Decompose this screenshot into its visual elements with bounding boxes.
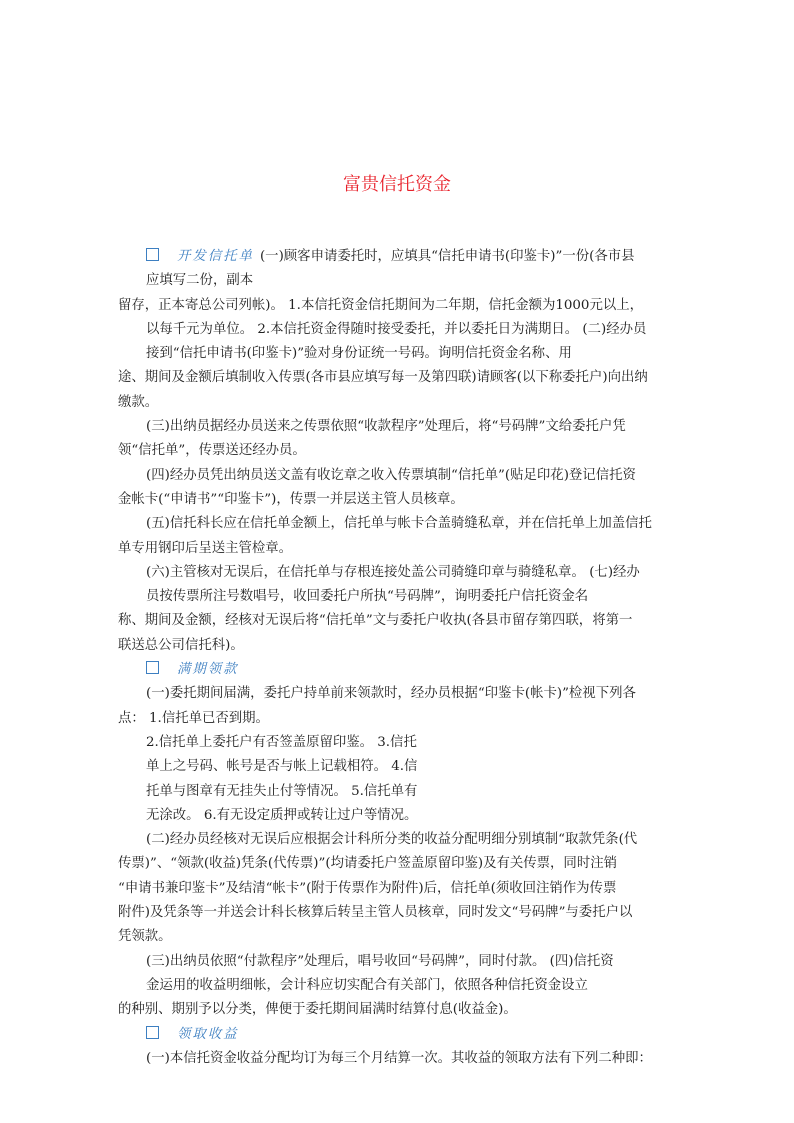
paragraph-line	[118, 974, 688, 998]
paragraph-line	[118, 901, 688, 925]
paragraph-line	[118, 391, 688, 415]
paragraph-line	[118, 804, 688, 828]
line-text: (一)顾客申请委托时，应填具“信托申请书(印鉴卡)”一份(各市县	[259, 249, 635, 264]
line-text: 凭领款。	[118, 929, 172, 945]
paragraph-line	[118, 877, 688, 901]
paragraph-line	[118, 950, 688, 974]
paragraph-line	[118, 464, 688, 488]
paragraph-line	[118, 561, 688, 585]
line-text: “申请书兼印鉴卡”及结清“帐卡”(附于传票作为附件)后，信托单(须收回注销作为传票	[118, 880, 617, 896]
section-heading-line	[118, 658, 688, 682]
line-text: 传票)”、“领款(收益)凭条(代传票)”(均请委托户签盖原留印鉴)及有关传票，同时注销	[118, 856, 617, 872]
section-heading-line	[118, 245, 688, 269]
line-text: 途、期间及金额后填制收入传票(各市县应填写每一及第四联)请顾客(以下称委托户)向出纳	[118, 370, 648, 386]
paragraph-line	[118, 925, 688, 949]
checkbox-square-icon	[146, 248, 159, 261]
section-heading: 满期领款	[177, 662, 239, 678]
paragraph-line	[118, 585, 688, 609]
line-text: 接到“信托申请书(印鉴卡)”验对身份证统一号码。询明信托资金名称、用	[146, 346, 572, 362]
line-text: 点： 1.信托单已否到期。	[118, 710, 269, 726]
document-title: 富贵信托资金	[343, 174, 451, 195]
paragraph-line	[118, 707, 688, 731]
paragraph-line	[118, 1047, 688, 1071]
line-text: (五)信托科长应在信托单金额上，信托单与帐卡合盖骑缝私章，并在信托单上加盖信托	[146, 516, 652, 532]
line-text: 单上之号码、帐号是否与帐上记载相符。 4.信	[146, 759, 418, 775]
paragraph-line	[118, 488, 688, 512]
paragraph-line	[118, 998, 688, 1022]
line-text: 领“信托单”，传票送还经办员。	[118, 443, 306, 459]
paragraph-line	[118, 852, 688, 876]
line-text: (三)出纳员据经办员送来之传票依照“收款程序”处理后，将“号码牌”文给委托户凭	[146, 419, 626, 435]
paragraph-line	[118, 294, 688, 318]
section-heading: 领取收益	[177, 1026, 239, 1042]
paragraph-line	[118, 366, 688, 390]
paragraph-line	[118, 755, 688, 779]
line-text: 应填写二份，副本	[146, 273, 254, 289]
paragraph-line	[118, 439, 688, 463]
line-text: 金运用的收益明细帐，会计科应切实配合有关部门，依照各种信托资金设立	[146, 977, 588, 993]
line-text: (四)经办员凭出纳员送文盖有收讫章之收入传票填制“信托单”(贴足印花)登记信托资	[146, 467, 636, 483]
paragraph-line	[118, 780, 688, 804]
line-text: 联送总公司信托科)。	[118, 637, 244, 653]
line-text: (三)出纳员依照“付款程序”处理后，唱号收回“号码牌”，同时付款。 (四)信托资	[146, 953, 614, 969]
line-text: 托单与图章有无挂失止付等情况。 5.信托单有	[146, 783, 418, 799]
section-heading: 开发信托单	[177, 249, 254, 264]
line-text: 无涂改。 6.有无设定质押或转让过户等情况。	[146, 807, 418, 823]
line-text: 称、期间及金额，经核对无误后将“信托单”文与委托户收执(各县市留存第四联，将第一	[118, 613, 633, 629]
section-heading-line	[118, 1023, 688, 1047]
line-text: (六)主管核对无误后，在信托单与存根连接处盖公司骑缝印章与骑缝私章。 (七)经办	[146, 564, 640, 580]
paragraph-line	[118, 269, 688, 293]
paragraph-line	[118, 512, 688, 536]
paragraph-line	[118, 342, 688, 366]
line-text: 的种别、期别予以分类，俾便于委托期间届满时结算付息(收益金)。	[118, 1002, 517, 1018]
line-text: (二)经办员经核对无误后应根据会计科所分类的收益分配明细分别填制“取款凭条(代	[146, 832, 638, 848]
line-text: (一)委托期间届满，委托户持单前来领款时，经办员根据“印鉴卡(帐卡)”检视下列各	[146, 686, 636, 702]
checkbox-square-icon	[146, 661, 159, 674]
document-body	[118, 245, 688, 1071]
paragraph-line	[118, 537, 688, 561]
line-text: 2.信托单上委托户有否签盖原留印鉴。 3.信托	[146, 734, 417, 750]
line-text: 员按传票所注号数唱号，收回委托户所执“号码牌”，询明委托户信托资金名	[146, 589, 589, 605]
paragraph-line	[118, 609, 688, 633]
line-text: 缴款。	[118, 394, 159, 410]
line-text: (一)本信托资金收益分配均订为每三个月结算一次。其收益的领取方法有下列二种即：	[146, 1050, 652, 1066]
paragraph-line	[118, 731, 688, 755]
line-text: 单专用钢印后呈送主管检章。	[118, 540, 293, 556]
checkbox-square-icon	[146, 1026, 159, 1039]
line-text: 以每千元为单位。 2.本信托资金得随时接受委托，并以委托日为满期日。 (二)经办员	[146, 321, 647, 337]
paragraph-line	[118, 634, 688, 658]
paragraph-line	[118, 318, 688, 342]
paragraph-line	[118, 828, 688, 852]
line-text: 金帐卡(“申请书”“印鉴卡”)，传票一并层送主管人员核章。	[118, 491, 464, 507]
paragraph-line	[118, 415, 688, 439]
line-text: 留存，正本寄总公司列帐)。 1.本信托资金信托期间为二年期，信托金额为1000元以上，	[118, 297, 644, 313]
line-text: 附件)及凭条等一并送会计科长核算后转呈主管人员核章，同时发文“号码牌”与委托户以	[118, 905, 633, 921]
paragraph-line	[118, 682, 688, 706]
